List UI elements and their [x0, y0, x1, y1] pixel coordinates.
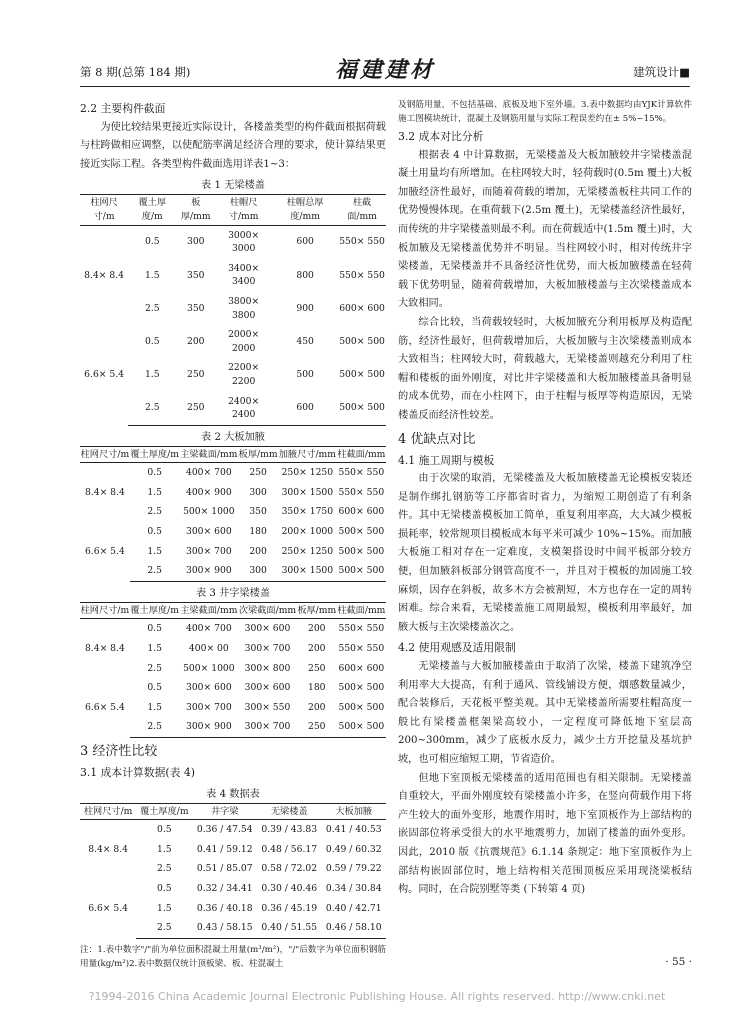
column-header: 覆土厚度/m	[130, 602, 180, 619]
table-cell: 0.36 / 45.19	[261, 902, 318, 914]
table-cell: 600× 600	[338, 662, 385, 674]
table-cell: 180	[249, 526, 267, 538]
table-1	[80, 194, 386, 425]
table-cell: 550× 550	[338, 623, 385, 635]
table-cell: 2400× 2400	[215, 392, 272, 426]
table-cell: 600	[296, 236, 314, 248]
table-cell: 0.40 / 42.71	[325, 902, 382, 914]
table-cell: 2.5	[128, 392, 176, 426]
table-cell: 2.5	[130, 561, 180, 581]
table-cell: 500× 500	[337, 717, 386, 737]
table-cell: 250× 1250	[281, 467, 334, 479]
table-cell: 0.46 / 58.10	[321, 918, 386, 938]
table-cell: 250	[176, 392, 215, 426]
table-cell: 1.5	[147, 643, 162, 655]
table-cell: 400× 900	[185, 486, 232, 498]
table-cell: 1.5	[144, 369, 160, 381]
table-cell: 550× 550	[338, 467, 385, 479]
table-cell: 300× 600	[244, 682, 291, 694]
grid-size-cell: 8.4× 8.4	[84, 269, 125, 281]
heading-2-2: 2.2 主要构件截面	[80, 102, 166, 115]
column-header: 覆土厚度/m	[130, 446, 180, 463]
paragraph-3-2-b: 综合比较，当荷载较轻时，大板加腋充分利用板厚及构造配筋，经济性最好，但荷载增加后，大板加腋与主次梁楼盖则成本大致相当；柱网较大时，荷载越大，无梁楼盖则越充分利用了柱帽和楼板的面外刚度，对比井字梁楼盖和大板加腋楼盖具备明显的成本优势，而在小柱网下，由于柱帽与板厚等构造原因，无梁楼盖反而经济性较差。	[398, 316, 692, 421]
table-cell: 2.5	[147, 506, 162, 518]
table-cell: 1.5	[144, 269, 160, 281]
table-cell: 3000× 3000	[228, 229, 260, 255]
table-cell: 200× 1000	[281, 526, 334, 538]
table-cell: 500× 500	[338, 392, 386, 426]
column-header: 板厚/mm	[297, 602, 337, 619]
table-cell: 550× 550	[338, 486, 385, 498]
table-cell: 1.5	[157, 902, 172, 914]
table-cell: 0.5	[147, 526, 162, 538]
table-cell: 500× 500	[337, 561, 386, 581]
column-header: 柱截面/mm	[337, 446, 386, 463]
table-cell: 0.49 / 60.32	[325, 843, 382, 855]
table-cell: 0.5	[147, 623, 162, 635]
column-header: 次梁截面/mm	[238, 602, 297, 619]
table-row	[80, 678, 386, 698]
table-4	[80, 803, 386, 939]
table-cell: 300	[249, 486, 267, 498]
table-row	[80, 325, 386, 358]
table-row	[80, 619, 386, 639]
heading-4: 4 优缺点对比	[398, 431, 476, 447]
table-cell: 350	[186, 302, 205, 314]
column-header: 板厚/mm	[238, 446, 278, 463]
table-cell: 180	[307, 682, 326, 694]
table-cell: 0.36 / 47.54	[196, 824, 253, 836]
grid-size-cell: 8.4× 8.4	[84, 486, 125, 498]
table-cell: 0.40 / 51.55	[257, 918, 322, 938]
grid-size-cell: 6.6× 5.4	[88, 902, 129, 914]
table-cell: 2.5	[147, 662, 162, 674]
table-row	[80, 522, 386, 542]
heading-3-1: 3.1 成本计算数据(表 4)	[80, 766, 195, 779]
column-header: 无梁楼盖	[257, 803, 322, 820]
grid-size-cell: 6.6× 5.4	[84, 702, 125, 714]
table-cell: 1.5	[147, 486, 162, 498]
table-cell: 500× 500	[338, 682, 385, 694]
table-2-caption: 表 2 大板加腋	[201, 431, 265, 443]
column-header: 柱网尺寸/m	[80, 446, 130, 463]
column-header: 主梁截面/mm	[180, 446, 239, 463]
column-header: 柱网尺寸/m	[80, 195, 128, 225]
column-header: 柱截面/mm	[338, 195, 386, 225]
table-3	[80, 602, 386, 738]
table-cell: 1.5	[157, 843, 172, 855]
table-3-caption: 表 3 井字梁楼盖	[195, 587, 271, 599]
column-header: 主梁截面/mm	[180, 602, 239, 619]
table-cell: 200	[307, 701, 326, 713]
table-cell: 300× 800	[244, 662, 291, 674]
table-cell: 300× 600	[185, 526, 232, 538]
page-number: · 55 ·	[665, 956, 692, 968]
page-header	[80, 56, 690, 87]
table-cell: 600× 600	[339, 302, 385, 314]
grid-size-cell: 8.4× 8.4	[88, 843, 129, 855]
column-header: 覆土厚度/m	[128, 195, 176, 225]
table-cell: 0.5	[147, 467, 162, 479]
paragraph-4-1: 由于次梁的取消，无梁楼盖及大板加腋楼盖无论模板安装还是制作绑扎钢筋等工序都省时省力，为缩短工期创造了有利条件。其中无梁楼盖模板加工简单，重复利用率高，大大减少模板损耗率，较常规项目模板成本每平米可减少 10%~15%。而加腋大板施工相对存在一定难度，支模架搭设时中间平板部分较方便，但加腋斜板部分钢管高度不一，并且对于模板的加固施工较麻烦，因存在斜板，故多木方会被割短，木方也存在一定的周转困难。综合来看，无梁楼盖施工周期最短，模板利用率最好，加腋大板与主次梁楼盖次之。	[398, 473, 692, 633]
column-header: 板厚/mm	[176, 195, 215, 225]
table-cell: 2.5	[130, 717, 180, 737]
heading-4-1: 4.1 施工周期与模板	[398, 453, 495, 467]
table-cell: 0.36 / 40.18	[196, 902, 253, 914]
table-cell: 550× 550	[338, 643, 385, 655]
grid-size-cell: 6.6× 5.4	[84, 369, 125, 381]
section-label: 建筑设计■	[633, 65, 690, 79]
table-cell: 0.39 / 43.83	[261, 824, 318, 836]
table-row	[80, 820, 386, 840]
table-cell: 500× 500	[339, 369, 385, 381]
table-cell: 0.48 / 56.17	[261, 843, 318, 855]
table-cell: 250× 1250	[281, 545, 334, 557]
table-4-caption: 表 4 数据表	[206, 788, 260, 800]
table-cell: 500× 500	[338, 526, 385, 538]
table-cell: 500	[296, 369, 314, 381]
table-row	[80, 225, 386, 259]
table-cell: 500× 500	[338, 701, 385, 713]
table-cell: 0.59 / 79.22	[325, 863, 382, 875]
table-cell: 300× 700	[238, 717, 297, 737]
table-cell: 600	[272, 392, 338, 426]
table-cell: 300× 600	[185, 682, 232, 694]
column-header: 井字梁	[192, 803, 257, 820]
column-header: 柱帽尺寸/mm	[215, 195, 272, 225]
table-note: 注：1.表中数字"/"前为单位面积混凝土用量(m³/m²)，"/"后数字为单位面积钢筋用量(kg/m²)2.表中数据仅统计顶板梁、板、柱混凝土	[80, 944, 386, 969]
column-header: 覆土厚度/m	[136, 803, 192, 820]
table-cell: 500× 500	[338, 545, 385, 557]
table-cell: 0.41 / 40.53	[325, 824, 382, 836]
table-cell: 300× 900	[180, 717, 239, 737]
heading-3: 3 经济性比较	[80, 744, 158, 759]
column-header: 柱帽总厚度/mm	[272, 195, 338, 225]
paragraph-3-2-a: 根据表 4 中计算数据，无梁楼盖及大板加腋较井字梁楼盖混凝土用量均有所增加。在柱网较大时，轻荷载时(0.5m 覆土)大板加腋经济性最好，而随着荷载的增加，无梁楼盖板柱共同工作的优势慢慢体现。在重荷载下(2.5m 覆土)，无梁楼盖经济性最好，而传统的井字梁楼盖则最不利。而在荷载适中(1.5m 覆土)时，大板加腋及无梁楼盖优势并不明显。当柱网较小时，相对传统井字梁楼盖，无梁楼盖并不具备经济性优势，而大板加腋楼盖在轻荷载下优势明显，随着荷载增加，大板加腋楼盖与主次梁楼盖成本大致相同。	[398, 149, 692, 310]
table-cell: 200	[307, 643, 326, 655]
issue-label: 第 8 期(总第 184 期)	[80, 65, 191, 79]
table-cell: 400× 700	[185, 623, 232, 635]
table-cell: 3400× 3400	[228, 262, 260, 288]
table-cell: 400× 700	[185, 467, 232, 479]
table-cell: 250	[307, 662, 326, 674]
table-cell: 600× 600	[338, 506, 385, 518]
table-cell: 2.5	[157, 863, 172, 875]
table-cell: 500× 500	[339, 335, 385, 347]
table-cell: 2.5	[144, 302, 160, 314]
table-cell: 450	[296, 335, 314, 347]
grid-size-cell: 8.4× 8.4	[84, 643, 125, 655]
table-cell: 500× 1000	[183, 662, 235, 674]
table-cell: 2.5	[136, 918, 192, 938]
copyright-footer: ?1994-2016 China Academic Journal Electronic Publishing House. All rights reserved. http://www.cnki.net	[88, 990, 666, 1003]
table-cell: 250	[297, 717, 337, 737]
table-cell: 3800× 3800	[228, 295, 260, 321]
column-header: 加腋尺寸/mm	[278, 446, 337, 463]
grid-size-cell: 6.6× 5.4	[84, 545, 125, 557]
table-row	[80, 879, 386, 899]
table-row	[80, 463, 386, 483]
table-cell: 0.43 / 58.15	[192, 918, 257, 938]
table-cell: 200	[186, 335, 205, 347]
note-continuation: 及钢筋用量，不包括基础、底板及地下室外墙。3.表中数据均由YJK计算软件施工图模块统计，混凝土及钢筋用量与实际工程误差约在± 5%~15%。	[398, 100, 692, 124]
table-cell: 0.41 / 59.12	[196, 843, 253, 855]
table-cell: 1.5	[147, 545, 162, 557]
table-cell: 300× 600	[244, 623, 291, 635]
table-cell: 0.58 / 72.02	[261, 863, 318, 875]
column-header: 柱截面/mm	[337, 602, 386, 619]
table-cell: 1.5	[147, 701, 162, 713]
table-cell: 2200× 2200	[228, 362, 260, 387]
table-cell: 800	[296, 269, 314, 281]
paragraph-4-2-b: 但地下室顶板无梁楼盖的适用范围也有相关限制。无梁楼盖自重较大，平面外刚度较有梁楼盖小许多，在竖向荷载作用下将产生较大的面外变形，地震作用时，地下室顶板作为上部结构的嵌固部位将承受很大的水平地震剪力，加剧了楼盖的面外变形。因此，2010 版《抗震规范》6.1.14 条规定：地下室顶板作为上部结构嵌固部位时，地上结构相关范围顶板应采用现浇梁板结构。同时，在合院别墅等类 (下转第 4 页)	[398, 772, 692, 896]
table-cell: 350× 1750	[281, 506, 334, 518]
table-cell: 200	[307, 623, 326, 635]
table-cell: 400× 00	[188, 643, 229, 655]
table-cell: 0.5	[157, 882, 172, 894]
table-cell: 0.32 / 34.41	[196, 882, 253, 894]
table-cell: 0.5	[144, 335, 160, 347]
table-cell: 300× 1500	[281, 486, 334, 498]
table-cell: 0.34 / 30.84	[325, 882, 382, 894]
table-cell: 300× 550	[244, 701, 291, 713]
table-cell: 0.30 / 40.46	[261, 882, 318, 894]
table-cell: 2000× 2000	[228, 329, 260, 354]
table-cell: 350	[186, 269, 205, 281]
table-cell: 200	[249, 545, 267, 557]
table-cell: 250	[186, 369, 205, 381]
table-cell: 300× 700	[185, 545, 232, 557]
heading-3-2: 3.2 成本对比分析	[398, 130, 484, 143]
table-1-caption: 表 1 无梁楼盖	[201, 180, 265, 192]
table-cell: 300	[186, 236, 205, 248]
table-cell: 0.5	[144, 236, 160, 248]
table-cell: 300	[238, 561, 278, 581]
journal-logo: 福建建材	[334, 57, 436, 83]
table-2	[80, 446, 386, 582]
table-cell: 300× 700	[244, 643, 291, 655]
table-cell: 0.5	[157, 824, 172, 836]
table-cell: 300× 900	[180, 561, 239, 581]
paragraph-2-2: 为使比较结果更接近实际设计，各楼盖类型的构件截面根据荷载与柱跨做相应调整，以使配筋率满足经济合理的要求，使计算结果更接近实际工程。各类型构件截面选用详表1~3：	[80, 121, 386, 170]
table-cell: 0.51 / 85.07	[196, 863, 253, 875]
column-header: 柱网尺寸/m	[80, 803, 136, 820]
column-header: 大板加腋	[321, 803, 386, 820]
paragraph-4-2-a: 无梁楼盖与大板加腋楼盖由于取消了次梁，楼盖下建筑净空利用率大大提高，有利于通风、管线铺设方便，烟感数量减少，配合装修后，天花板平整美观。其中无梁楼盖所需要柱帽高度一般比有梁楼盖框架梁高较小，一定程度可降低地下室层高 200~300mm，减少了底板水反力，减少土方开挖量及基坑护坡，也可相应缩短工期，节省造价。	[398, 661, 692, 765]
table-cell: 500× 1000	[183, 506, 235, 518]
column-header: 柱网尺寸/m	[80, 602, 130, 619]
left-column	[80, 98, 386, 971]
table-cell: 550× 550	[339, 236, 385, 248]
table-cell: 0.5	[147, 682, 162, 694]
table-cell: 250	[249, 467, 267, 479]
table-cell: 350	[249, 506, 267, 518]
table-cell: 550× 550	[339, 269, 385, 281]
table-cell: 300× 700	[185, 701, 232, 713]
right-column	[398, 98, 692, 900]
table-cell: 900	[296, 302, 314, 314]
heading-4-2: 4.2 使用观感及适用限制	[398, 641, 516, 655]
table-cell: 300× 1500	[278, 561, 337, 581]
